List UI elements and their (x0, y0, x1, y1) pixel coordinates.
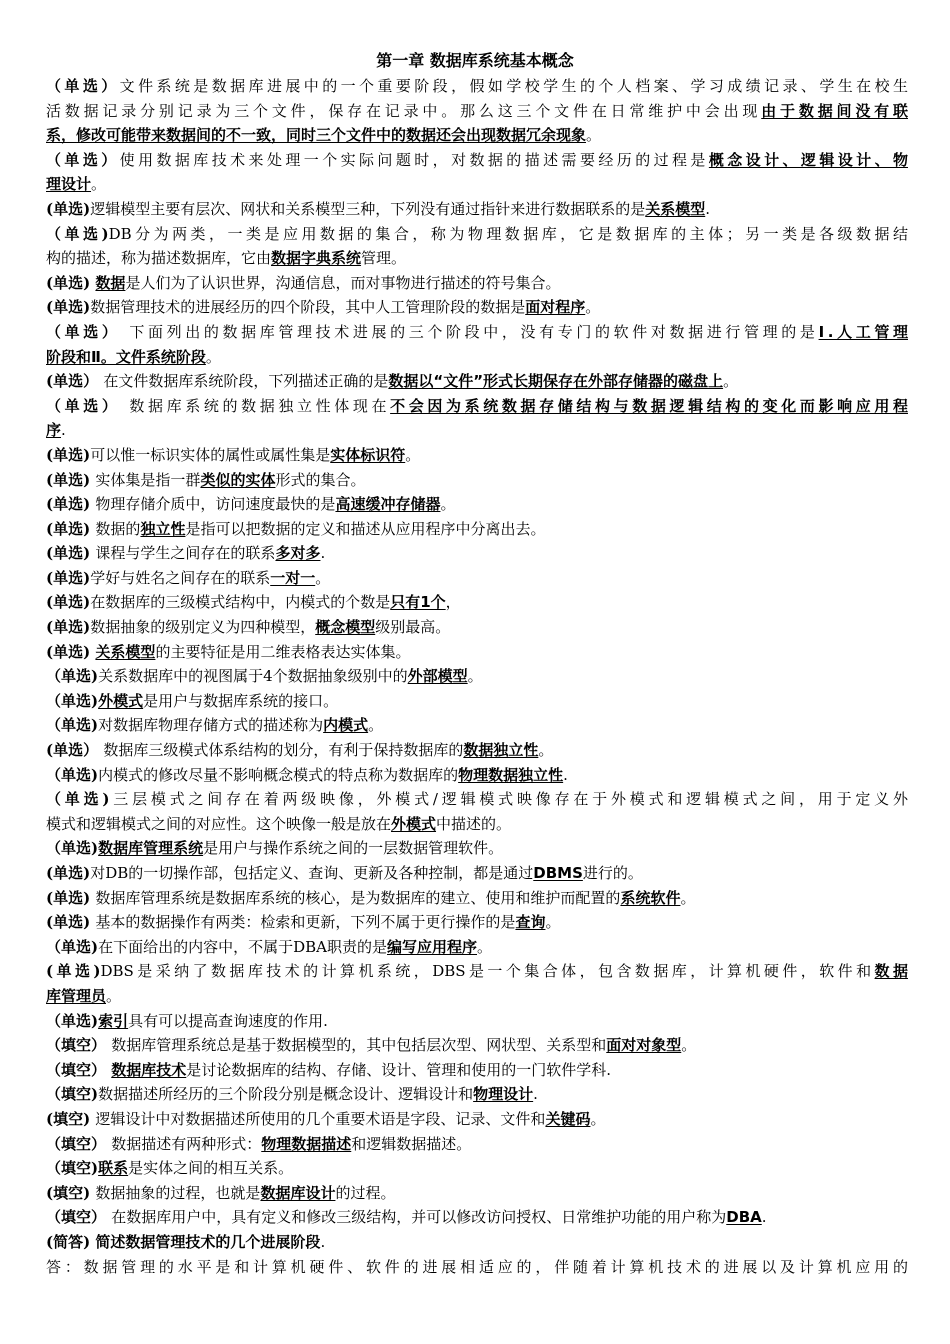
text-line (46, 74, 908, 99)
question-text: 是用户与操作系统之间的一层数据管理软件。 (203, 839, 504, 858)
text-line (46, 320, 908, 345)
answer-text: 面对程序 (525, 298, 586, 317)
question-text: 数据的 (95, 519, 141, 538)
question-text: 。 (680, 888, 696, 907)
question-text: 。 (205, 347, 221, 366)
text-line (46, 1205, 908, 1230)
question-text: 数据库管理系统总是基于数据模型的，其中包括层次型、网状型、关系型和 (111, 1036, 607, 1055)
answer-text: 物理数据独立性 (458, 765, 564, 784)
text-line (46, 541, 908, 566)
text-line (46, 910, 908, 935)
answer-text: 独立性 (140, 519, 186, 538)
answer-text: 数据以“文件”形式长期保存在外部存储器的磁盘上 (388, 372, 724, 391)
text-line (46, 99, 908, 124)
question-type-tag: （单选) (46, 937, 99, 956)
question-type-tag: （填空) (46, 1085, 99, 1104)
question-text: 的过程。 (335, 1183, 396, 1202)
question-text: 中描述的。 (436, 814, 512, 833)
answer-text: 系统软件 (620, 888, 681, 907)
question-text: 逻辑设计中对数据描述所使用的几个重要术语是字段、记录、文件和 (95, 1109, 546, 1128)
question-text: 数据库三级模式体系结构的划分，有利于保持数据库的 (103, 741, 464, 760)
question-text: . (320, 544, 326, 563)
question-text: 课程与学生之间存在的联系 (95, 544, 276, 563)
text-line (46, 295, 908, 320)
text-line (46, 123, 908, 148)
text-line (46, 664, 908, 689)
text-line (46, 787, 908, 812)
answer-text: 由于数据间没有联 (761, 101, 908, 120)
question-text: 数据描述有两种形式： (111, 1134, 262, 1153)
text-line (46, 1132, 908, 1157)
question-type-tag: (单选) (46, 888, 96, 907)
question-type-tag: (简答) (46, 1232, 96, 1251)
answer-text: 实体标识符 (330, 445, 406, 464)
answer-text: 联系 (98, 1159, 129, 1178)
question-text: 。 (405, 445, 421, 464)
question-text: 形式的集合。 (275, 470, 366, 489)
question-text: . (563, 765, 568, 784)
question-text: 数据抽象的过程，也就是 (95, 1183, 261, 1202)
question-text: 进行的。 (582, 864, 643, 882)
question-type-tag: (单选) (46, 618, 91, 637)
question-text: ， (445, 593, 461, 612)
question-type-tag: (单选) (46, 273, 96, 292)
answer-text: 序 (46, 421, 62, 440)
answer-text: 概念模型 (315, 618, 376, 637)
question-type-tag: （单选) (46, 790, 110, 809)
question-text: 。 (106, 986, 122, 1005)
answer-text: 查询 (515, 913, 546, 932)
chapter-title: 第一章 数据库系统基本概念 (376, 51, 574, 70)
question-type-tag: （填空） (46, 1060, 112, 1079)
question-text: 数据库系统的数据独立性体现在 (129, 396, 391, 415)
answer-text: 外模式 (98, 691, 144, 710)
question-type-tag: (单选) (46, 298, 91, 317)
question-text: 具有可以提高查询速度的作用. (128, 1011, 328, 1030)
question-type-tag: （填空） (46, 1134, 112, 1153)
question-type-tag: (单选) (46, 962, 101, 981)
question-type-tag: （填空) (46, 1159, 99, 1178)
question-text: 的主要特征是用二维表格表达实体集。 (155, 642, 411, 661)
question-text: . (533, 1085, 538, 1104)
question-text: 实体集是指一群 (95, 470, 201, 489)
answer-text: 系，修改可能带来数据间的不一致，同时三个文件中的数据还会出现数据冗余现象 (46, 126, 587, 145)
answer-text: 一对一 (270, 568, 316, 587)
question-type-tag: （单选) (46, 1011, 99, 1030)
question-type-tag: (单选) (46, 199, 91, 218)
text-line (46, 443, 908, 468)
question-text: . (320, 1232, 326, 1251)
question-type-tag: (单选) (46, 519, 96, 538)
text-line (46, 369, 908, 394)
question-text: 使用数据库技术来处理一个实际问题时，对数据的描述需要经历的过程是 (119, 150, 709, 169)
text-line (46, 1082, 908, 1107)
question-type-tag: (单选） (46, 372, 104, 391)
text-line (46, 468, 908, 493)
text-line (46, 689, 908, 714)
question-type-tag: (单选) (46, 642, 96, 661)
question-text: 物理存储介质中，访问速度最快的是 (95, 495, 336, 514)
answer-text: 数据字典系统 (271, 249, 362, 268)
question-type-tag: （单选) (46, 765, 99, 784)
question-type-tag: （单选） (46, 322, 130, 341)
question-type-tag: (单选) (46, 495, 96, 514)
text-line (46, 984, 908, 1009)
question-text: 。 (586, 126, 602, 145)
question-text: 关系数据库中的视图属于4个数据抽象级别中的 (98, 667, 408, 686)
question-type-tag: （单选) (46, 839, 99, 858)
text-line (46, 886, 908, 911)
question-text: 在数据库的三级模式结构中，内模式的个数是 (90, 593, 391, 612)
text-line (46, 246, 908, 271)
text-line (46, 394, 908, 419)
answer-text: 数据库技术 (111, 1060, 187, 1079)
question-text: 构的描述，称为描述数据库，它由 (46, 249, 272, 268)
text-line (46, 713, 908, 738)
question-text: 。 (681, 1036, 697, 1055)
answer-text: 不会因为系统数据存储结构与数据逻辑结构的变化而影响应用程 (390, 396, 908, 415)
text-line (46, 418, 908, 443)
question-type-tag: (单选) (46, 593, 91, 612)
text-line (46, 812, 908, 837)
question-text: 。 (545, 913, 561, 932)
question-text: 数据描述所经历的三个阶段分别是概念设计、逻辑设计和 (98, 1085, 474, 1104)
question-type-tag: （填空） (46, 1036, 112, 1055)
question-text: . (61, 421, 66, 440)
question-text: 可以惟一标识实体的属性或属性集是 (90, 445, 331, 464)
question-text: . (761, 1208, 767, 1227)
question-text: 对数据库物理存储方式的描述称为 (98, 716, 324, 735)
question-text: 。 (368, 716, 384, 735)
question-text: 在数据库用户中，具有定义和修改三级结构，并可以修改访问授权、日常维护功能的用户称为 (111, 1208, 727, 1227)
question-text: 模式和逻辑模式之间的对应性。这个映像一般是放在 (46, 814, 392, 833)
question-type-tag: (单选) (46, 470, 96, 489)
text-line (46, 959, 908, 984)
question-text: 。 (590, 1109, 606, 1128)
question-text: 学好与姓名之间存在的联系 (90, 568, 271, 587)
question-type-tag: （单选) (46, 691, 99, 710)
question-text: 。 (315, 568, 331, 587)
answer-text: 数据库管理系统 (98, 839, 204, 858)
question-text: 。 (477, 937, 493, 956)
question-type-tag: （单选） (46, 77, 120, 95)
text-line (46, 1009, 908, 1034)
text-line (46, 590, 908, 615)
answer-text: 数据 (874, 962, 908, 981)
question-type-tag: （单选） (46, 396, 130, 415)
answer-text: 库管理员 (46, 986, 107, 1005)
question-heading: 简述数据管理技术的几个进展阶段 (95, 1232, 321, 1251)
answer-text: 高速缓冲存储器 (335, 495, 441, 514)
text-line (46, 1033, 908, 1058)
text-line (46, 861, 908, 886)
text-line (46, 1230, 908, 1255)
text-line (46, 566, 908, 591)
question-text: 下面列出的数据库管理技术进展的三个阶段中，没有专门的软件对数据进行管理的是 (129, 322, 819, 341)
question-text: 数据抽象的级别定义为四种模型， (90, 618, 316, 637)
question-text: 内模式的修改尽量不影响概念模式的特点称为数据库的 (98, 765, 459, 784)
question-text: 。 (91, 175, 107, 194)
answer-text: DBA (726, 1208, 762, 1227)
text-line (46, 492, 908, 517)
question-list (46, 74, 908, 1279)
question-type-tag: (单选) (46, 913, 96, 932)
text-line (46, 345, 908, 370)
question-text: 是实体之间的相互关系。 (128, 1159, 294, 1178)
answer-text: 编写应用程序 (387, 937, 478, 956)
question-text: 。 (467, 667, 483, 686)
question-type-tag: (单选) (46, 864, 91, 882)
text-line (46, 517, 908, 542)
question-text: 文件系统是数据库进展中的一个重要阶段，假如学校学生的个人档案、学习成绩记录、学生在校生 (119, 77, 908, 95)
answer-text: 关系模型 (645, 199, 706, 218)
answer-text: 理设计 (46, 175, 92, 194)
text-line (46, 148, 908, 173)
answer-text: 面对对象型 (606, 1036, 682, 1055)
text-line (46, 615, 908, 640)
question-text: 。 (440, 495, 456, 514)
question-text: 是人们为了认识世界，沟通信息，而对事物进行描述的符号集合。 (125, 273, 561, 292)
text-line (46, 935, 908, 960)
answer-text: 类似的实体 (200, 470, 276, 489)
question-text: 是讨论数据库的结构、存储、设计、管理和使用的一门软件学科. (186, 1060, 612, 1079)
answer-text: 数据库设计 (260, 1183, 336, 1202)
question-text: 。 (723, 372, 739, 391)
question-text: 三层模式之间存在着两级映像，外模式/逻辑模式映像存在于外模式和逻辑模式之间，用于定义外 (109, 790, 908, 809)
question-text: 是指可以把数据的定义和描述从应用程序中分离出去。 (185, 519, 546, 538)
question-text: 答：数据管理的水平是和计算机硬件、软件的进展相适应的，伴随着计算机技术的进展以及计算机应用的 (46, 1257, 908, 1276)
question-text: 在下面给出的内容中，不属于DBA职责的是 (98, 937, 387, 956)
question-text: DBS是采纳了数据库技术的计算机系统，DBS是一个集合体，包含数据库，计算机硬件，软件和 (100, 962, 875, 981)
text-line (46, 1156, 908, 1181)
answer-text: DBMS (533, 864, 583, 882)
question-text: 对DB的一切操作部，包括定义、查询、更新及各种控制，都是通过 (90, 864, 534, 882)
text-line (46, 172, 908, 197)
answer-text: 只有1个 (390, 593, 446, 612)
answer-text: 多对多 (275, 544, 321, 563)
answer-text: 物理数据描述 (261, 1134, 352, 1153)
text-line (46, 1107, 908, 1132)
question-type-tag: （单选) (46, 224, 109, 243)
question-text: . (705, 199, 711, 218)
question-text: 管理。 (361, 249, 407, 268)
question-text: 在文件数据库系统阶段，下列描述正确的是 (103, 372, 389, 391)
text-line (46, 738, 908, 763)
answer-text: 索引 (98, 1011, 129, 1030)
question-type-tag: (单选） (46, 741, 104, 760)
text-line (46, 763, 908, 788)
question-text: 活数据记录分别记录为三个文件，保存在记录中。那么这三个文件在日常维护中会出现 (46, 101, 762, 120)
text-line (46, 271, 908, 296)
answer-text: 关键码 (545, 1109, 591, 1128)
question-type-tag: (单选) (46, 445, 91, 464)
answer-text: Ⅰ.人工管理 (818, 322, 908, 341)
answer-text: 阶段和Ⅱ。文件系统阶段 (46, 347, 206, 366)
answer-text: 概念设计、逻辑设计、物 (708, 150, 908, 169)
question-text: 数据管理技术的进展经历的四个阶段，其中人工管理阶段的数据是 (90, 298, 526, 317)
answer-text: 外模式 (391, 814, 437, 833)
answer-text: 物理设计 (473, 1085, 534, 1104)
answer-text: 关系模型 (95, 642, 156, 661)
question-text: 。 (585, 298, 601, 317)
answer-text: 数据 (95, 273, 126, 292)
text-line (46, 197, 908, 222)
question-text: 。 (538, 741, 554, 760)
text-line (46, 222, 908, 247)
question-text: 数据库管理系统是数据库系统的核心，是为数据库的建立、使用和维护而配置的 (95, 888, 621, 907)
text-line (46, 640, 908, 665)
answer-text: 数据独立性 (463, 741, 539, 760)
question-type-tag: （填空） (46, 1208, 112, 1227)
text-line (46, 1058, 908, 1083)
question-type-tag: (单选) (46, 544, 96, 563)
question-type-tag: （单选) (46, 716, 99, 735)
question-text: 基本的数据操作有两类：检索和更新，下列不属于更行操作的是 (95, 913, 516, 932)
text-line (46, 1255, 908, 1280)
question-type-tag: (填空) (46, 1109, 96, 1128)
answer-text: 内模式 (323, 716, 369, 735)
question-text: 和逻辑数据描述。 (351, 1134, 472, 1153)
question-type-tag: (单选) (46, 568, 91, 587)
question-type-tag: （单选） (46, 150, 120, 169)
answer-text: 外部模型 (407, 667, 468, 686)
question-text: 逻辑模型主要有层次、网状和关系模型三种，下列没有通过指针来进行数据联系的是 (90, 199, 646, 218)
question-text: DB分为两类，一类是应用数据的集合，称为物理数据库，它是数据库的主体；另一类是各级数据结 (108, 224, 908, 243)
text-line (46, 1181, 908, 1206)
question-text: 是用户与数据库系统的接口。 (143, 691, 339, 710)
text-line (46, 836, 908, 861)
question-type-tag: （单选) (46, 667, 99, 686)
question-type-tag: (填空) (46, 1183, 96, 1202)
question-text: 级别最高。 (375, 618, 451, 637)
